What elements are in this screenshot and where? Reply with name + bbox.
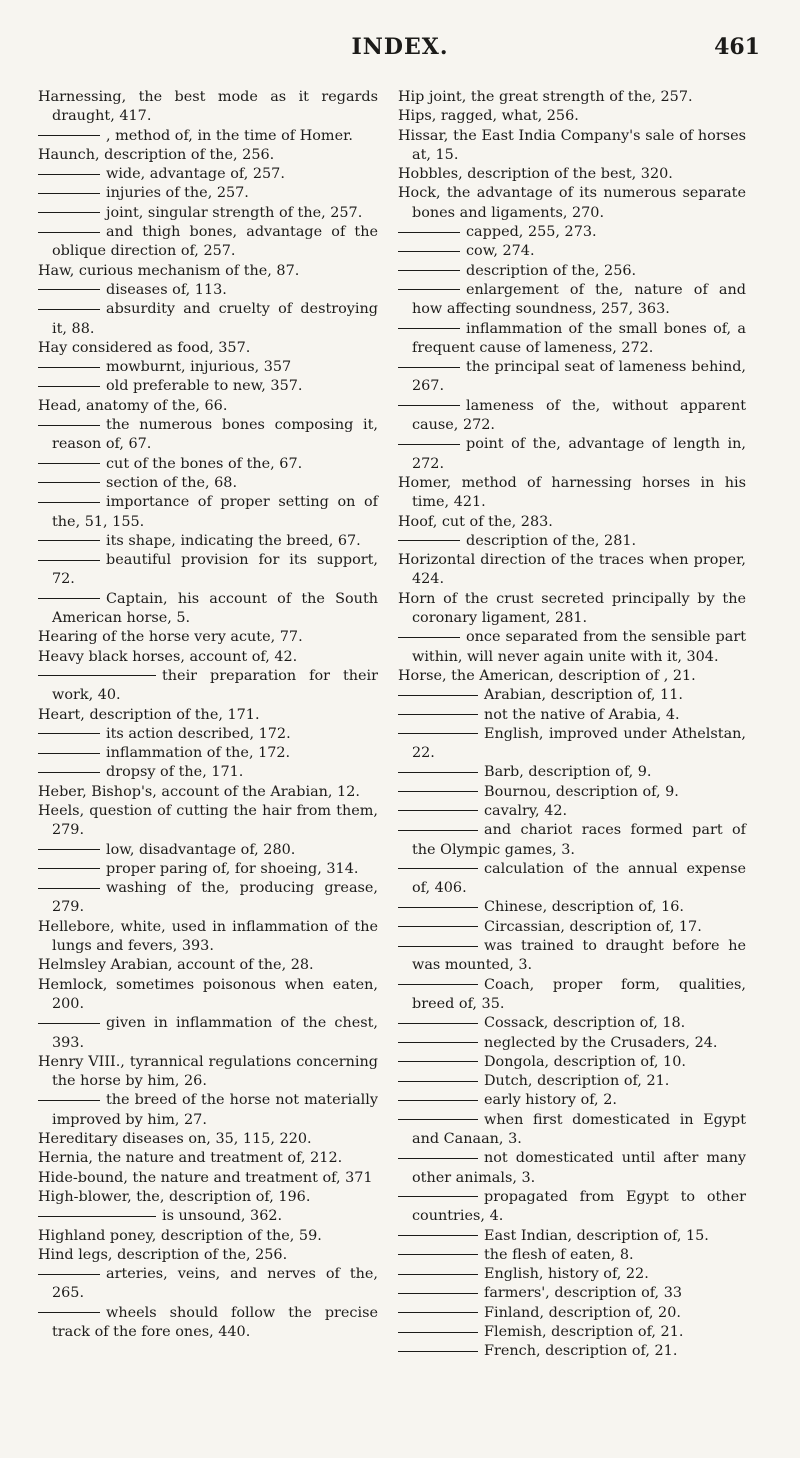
entry-text: Horn of the crust secreted principally by the coronary ligament, 281. (398, 590, 746, 627)
index-subentry (398, 1265, 746, 1284)
entry-text: the flesh of eaten, 8. (484, 1246, 634, 1263)
entry-text: injuries of the, 257. (106, 185, 249, 202)
ditto-rule (38, 733, 100, 734)
entry-text: arteries, veins, and nerves of the, 265. (52, 1266, 378, 1302)
ditto-rule (38, 849, 100, 850)
index-subentry (38, 165, 378, 184)
index-subentry (398, 1149, 746, 1188)
index-subentry (38, 1014, 378, 1053)
index-entry (38, 648, 378, 667)
entry-text: Chinese, description of, 16. (484, 899, 684, 916)
index-entry (38, 88, 378, 127)
index-subentry (398, 532, 746, 551)
entry-text: English, history of, 22. (484, 1266, 649, 1283)
entry-text: capped, 255, 273. (466, 224, 597, 241)
index-subentry (398, 1323, 746, 1342)
ditto-rule (398, 1042, 478, 1043)
ditto-rule (398, 946, 478, 947)
index-subentry (398, 1034, 746, 1053)
ditto-rule (398, 1293, 478, 1294)
entry-text: when first domesticated in Egypt and Canaan, 3. (412, 1111, 746, 1148)
index-entry (398, 165, 746, 184)
entry-text: diseases of, 113. (106, 281, 227, 298)
index-subentry (38, 184, 378, 203)
index-entry (38, 262, 378, 281)
index-subentry (398, 358, 746, 397)
ditto-rule (38, 193, 100, 194)
entry-text: calculation of the annual expense of, 406. (412, 860, 746, 897)
entry-text: Horse, the American, description of , 21. (398, 667, 696, 684)
index-subentry (38, 281, 378, 300)
index-subentry (398, 1227, 746, 1246)
entry-text: Hock, the advantage of its numerous separate bones and ligaments, 270. (398, 185, 746, 221)
entry-text: section of the, 68. (106, 474, 238, 491)
index-subentry (398, 860, 746, 899)
index-subentry (398, 223, 746, 242)
index-subentry (398, 1072, 746, 1091)
index-entry (38, 628, 378, 647)
index-subentry (38, 377, 378, 396)
index-subentry (398, 763, 746, 782)
ditto-rule (38, 463, 100, 464)
entry-text: its shape, indicating the breed, 67. (106, 532, 361, 549)
index-entry (398, 513, 746, 532)
index-entry (38, 1246, 378, 1265)
index-entry (38, 918, 378, 957)
index-subentry (398, 1246, 746, 1265)
index-subentry (398, 725, 746, 764)
index-subentry (398, 686, 746, 705)
index-subentry (38, 551, 378, 590)
ditto-rule (398, 1274, 478, 1275)
ditto-rule (398, 289, 460, 290)
entry-text: Hissar, the East India Company's sale of horses at, 15. (398, 127, 746, 163)
entry-text: the numerous bones composing it, reason of, 67. (52, 417, 378, 453)
entry-text: the breed of the horse not materially improved by him, 27. (52, 1092, 378, 1128)
ditto-rule (38, 772, 100, 773)
ditto-rule (38, 888, 100, 889)
entry-text: wide, advantage of, 257. (106, 166, 285, 183)
entry-text: and chariot races formed part of the Olympic games, 3. (412, 822, 746, 858)
entry-text: Helmsley Arabian, account of the, 28. (38, 957, 314, 974)
entry-text: Heels, question of cutting the hair from them, 279. (38, 802, 378, 839)
entry-text: Coach, proper form, qualities, breed of, 35. (412, 976, 746, 1012)
entry-text: propagated from Egypt to other countries, 4. (412, 1188, 746, 1225)
ditto-rule (398, 984, 478, 985)
left-index-column (38, 88, 378, 1342)
entry-text: beautiful provision for its support, 72. (52, 552, 378, 588)
ditto-rule (398, 1351, 478, 1352)
entry-text: Horizontal direction of the traces when proper, 424. (398, 552, 746, 588)
index-subentry (398, 821, 746, 860)
entry-text: Hips, ragged, what, 256. (398, 108, 579, 125)
right-index-column (398, 88, 746, 1362)
ditto-rule (398, 1081, 478, 1082)
entry-text: inflammation of the, 172. (106, 745, 291, 762)
entry-text: Dutch, description of, 21. (484, 1073, 670, 1090)
entry-text: the principal seat of lameness behind, 267. (412, 359, 746, 395)
index-subentry (38, 455, 378, 474)
index-entry (38, 397, 378, 416)
ditto-rule (398, 714, 478, 715)
entry-text: Hereditary diseases on, 35, 115, 220. (38, 1131, 312, 1148)
entry-text: Flemish, description of, 21. (484, 1324, 684, 1340)
entry-text: wheels should follow the precise track of the fore ones, 440. (52, 1304, 378, 1340)
ditto-rule (398, 1119, 478, 1120)
index-entry (38, 1227, 378, 1246)
index-subentry (398, 802, 746, 821)
index-subentry (398, 1342, 746, 1361)
ditto-rule (398, 1100, 478, 1101)
index-entry (398, 107, 746, 126)
index-subentry (398, 435, 746, 474)
ditto-rule (398, 810, 478, 811)
index-entry (398, 551, 746, 590)
entry-text: Captain, his account of the South American horse, 5. (52, 590, 378, 627)
entry-text: cavalry, 42. (484, 802, 568, 819)
index-subentry (398, 1091, 746, 1110)
entry-text: inflammation of the small bones of, a frequent cause of lameness, 272. (412, 320, 746, 356)
ditto-rule (398, 270, 460, 271)
ditto-rule (398, 1332, 478, 1333)
ditto-rule (398, 791, 478, 792)
index-entry (38, 976, 378, 1015)
index-subentry (38, 204, 378, 223)
entry-text: Hoof, cut of the, 283. (398, 513, 553, 530)
entry-text: description of the, 281. (466, 532, 637, 549)
entry-text: Hellebore, white, used in inflammation of the lungs and fevers, 393. (38, 918, 378, 955)
index-entry (398, 184, 746, 223)
index-entry (398, 590, 746, 629)
index-entry (38, 1169, 378, 1188)
entry-text: Hip joint, the great strength of the, 257. (398, 89, 693, 105)
ditto-rule (398, 251, 460, 252)
entry-text: proper paring of, for shoeing, 314. (106, 860, 359, 877)
entry-text: cut of the bones of the, 67. (106, 455, 303, 472)
index-subentry (38, 725, 378, 744)
index-subentry (398, 281, 746, 320)
ditto-rule (398, 695, 478, 696)
entry-text: is unsound, 362. (162, 1208, 283, 1225)
index-subentry (38, 532, 378, 551)
entry-text: enlargement of the, nature of and how affecting soundness, 257, 363. (412, 281, 746, 318)
index-subentry (38, 127, 378, 146)
entry-text: early history of, 2. (484, 1092, 617, 1109)
ditto-rule (398, 444, 460, 445)
entry-text: Head, anatomy of the, 66. (38, 397, 228, 414)
ditto-rule (38, 1100, 100, 1101)
ditto-rule (38, 212, 100, 213)
entry-text: Hind legs, description of the, 256. (38, 1246, 288, 1263)
entry-text: East Indian, description of, 15. (484, 1227, 709, 1244)
index-subentry (38, 1265, 378, 1304)
ditto-rule (38, 289, 100, 290)
entry-text: once separated from the sensible part within, will never again unite with it, 304. (412, 629, 746, 665)
entry-text: given in inflammation of the chest, 393. (52, 1015, 378, 1051)
index-entry (38, 1188, 378, 1207)
index-entry (38, 1053, 378, 1092)
page-number: 461 (714, 34, 760, 60)
ditto-rule (398, 830, 478, 831)
entry-text: Harnessing, the best mode as it regards draught, 417. (38, 89, 378, 125)
index-entry (398, 667, 746, 686)
ditto-rule (398, 1235, 478, 1236)
ditto-rule (398, 1196, 478, 1197)
index-entry (38, 802, 378, 841)
page-header (0, 24, 800, 64)
ditto-rule (398, 540, 460, 541)
index-subentry (398, 1304, 746, 1323)
entry-text: Heber, Bishop's, account of the Arabian, 12. (38, 783, 360, 800)
ditto-rule (398, 868, 478, 869)
index-subentry (398, 1014, 746, 1033)
entry-text: Finland, description of, 20. (484, 1304, 681, 1321)
entry-text: mowburnt, injurious, 357 (106, 359, 292, 376)
index-subentry (398, 320, 746, 359)
ditto-rule (38, 425, 100, 426)
entry-text: cow, 274. (466, 243, 535, 260)
ditto-rule (398, 1061, 478, 1062)
entry-text: old preferable to new, 357. (106, 378, 303, 395)
index-entry (398, 127, 746, 166)
index-entry (398, 474, 746, 513)
entry-text: low, disadvantage of, 280. (106, 841, 296, 858)
index-subentry (38, 744, 378, 763)
ditto-rule (38, 1312, 100, 1313)
ditto-rule (398, 772, 478, 773)
ditto-rule (38, 367, 100, 368)
index-entry (38, 1130, 378, 1149)
ditto-rule (398, 367, 460, 368)
entry-text: Bournou, description of, 9. (484, 783, 679, 800)
page-title: INDEX. (351, 34, 449, 60)
index-subentry (398, 628, 746, 667)
ditto-rule (38, 174, 100, 175)
ditto-rule (38, 482, 100, 483)
entry-text: Haunch, description of the, 256. (38, 146, 275, 163)
ditto-rule (38, 386, 100, 387)
entry-text: dropsy of the, 171. (106, 764, 244, 781)
ditto-rule (398, 1158, 478, 1159)
index-entry (38, 956, 378, 975)
index-subentry (38, 879, 378, 918)
index-subentry (398, 918, 746, 937)
index-subentry (398, 706, 746, 725)
entry-text: their preparation for their work, 40. (52, 667, 378, 704)
entry-text: Circassian, description of, 17. (484, 918, 702, 935)
ditto-rule (38, 1216, 156, 1217)
index-entry (38, 1149, 378, 1168)
ditto-rule (38, 232, 100, 233)
entry-text: Arabian, description of, 11. (484, 687, 683, 704)
entry-text: description of the, 256. (466, 262, 637, 279)
ditto-rule (38, 135, 100, 136)
entry-text: Heart, description of the, 171. (38, 706, 260, 723)
entry-text: farmers', description of, 33 (484, 1285, 683, 1302)
ditto-rule (398, 405, 460, 406)
entry-text: Hay considered as food, 357. (38, 339, 251, 356)
entry-text: absurdity and cruelty of destroying it, 88. (52, 301, 378, 337)
entry-text: French, description of, 21. (484, 1343, 678, 1360)
ditto-rule (38, 1274, 100, 1275)
entry-text: Haw, curious mechanism of the, 87. (38, 262, 300, 279)
index-subentry (38, 1207, 378, 1226)
index-subentry (398, 783, 746, 802)
ditto-rule (398, 232, 460, 233)
entry-text: not the native of Arabia, 4. (484, 706, 680, 723)
index-subentry (38, 1091, 378, 1130)
index-subentry (38, 763, 378, 782)
index-subentry (38, 667, 378, 706)
index-subentry (38, 493, 378, 532)
entry-text: Henry VIII., tyrannical regulations concerning the horse by him, 26. (38, 1053, 378, 1090)
index-subentry (398, 242, 746, 261)
entry-text: Dongola, description of, 10. (484, 1053, 686, 1070)
ditto-rule (38, 598, 100, 599)
index-subentry (398, 898, 746, 917)
entry-text: importance of proper setting on of the, 51, 155. (52, 494, 378, 530)
ditto-rule (398, 1312, 478, 1313)
index-subentry (38, 841, 378, 860)
entry-text: neglected by the Crusaders, 24. (484, 1034, 718, 1051)
index-subentry (398, 937, 746, 976)
entry-text: English, improved under Athelstan, 22. (412, 725, 746, 762)
index-subentry (38, 590, 378, 629)
ditto-rule (38, 502, 100, 503)
index-subentry (38, 300, 378, 339)
entry-text: not domesticated until after many other animals, 3. (412, 1150, 746, 1186)
entry-text: point of the, advantage of length in, 272. (412, 436, 746, 472)
entry-text: Highland poney, description of the, 59. (38, 1227, 322, 1244)
entry-text: High-blower, the, description of, 196. (38, 1188, 311, 1205)
index-entry (38, 783, 378, 802)
entry-text: lameness of the, without apparent cause, 272. (412, 397, 746, 434)
ditto-rule (398, 1023, 478, 1024)
entry-text: , method of, in the time of Homer. (106, 127, 353, 144)
ditto-rule (398, 907, 478, 908)
index-entry (398, 88, 746, 107)
ditto-rule (38, 540, 100, 541)
index-subentry (38, 416, 378, 455)
entry-text: Heavy black horses, account of, 42. (38, 648, 298, 665)
entry-text: Hemlock, sometimes poisonous when eaten, 200. (38, 976, 378, 1012)
ditto-rule (398, 637, 460, 638)
entry-text: and thigh bones, advantage of the oblique direction of, 257. (52, 224, 378, 260)
index-entry (38, 339, 378, 358)
index-entry (38, 146, 378, 165)
ditto-rule (398, 733, 478, 734)
entry-text: Cossack, description of, 18. (484, 1015, 686, 1032)
ditto-rule (398, 1254, 478, 1255)
entry-text: Barb, description of, 9. (484, 764, 652, 781)
entry-text: washing of the, producing grease, 279. (52, 880, 378, 916)
index-subentry (38, 223, 378, 262)
ditto-rule (38, 309, 100, 310)
index-subentry (38, 860, 378, 879)
ditto-rule (38, 753, 100, 754)
ditto-rule (398, 926, 478, 927)
ditto-rule (38, 560, 100, 561)
index-subentry (398, 1188, 746, 1227)
ditto-rule (38, 868, 100, 869)
index-subentry (398, 976, 746, 1015)
ditto-rule (38, 675, 156, 676)
entry-text: Homer, method of harnessing horses in his time, 421. (398, 474, 746, 511)
entry-text: Hide-bound, the nature and treatment of, 371 (38, 1169, 373, 1186)
entry-text: Hernia, the nature and treatment of, 212. (38, 1150, 343, 1167)
ditto-rule (398, 328, 460, 329)
index-subentry (38, 1304, 378, 1343)
index-subentry (38, 358, 378, 377)
index-subentry (398, 397, 746, 436)
index-subentry (398, 1053, 746, 1072)
ditto-rule (38, 1023, 100, 1024)
entry-text: its action described, 172. (106, 725, 291, 742)
entry-text: was trained to draught before he was mounted, 3. (412, 938, 746, 974)
entry-text: joint, singular strength of the, 257. (106, 204, 363, 221)
entry-text: Hearing of the horse very acute, 77. (38, 629, 303, 646)
index-subentry (398, 1111, 746, 1150)
entry-text: Hobbles, description of the best, 320. (398, 166, 673, 183)
index-subentry (398, 262, 746, 281)
index-subentry (398, 1284, 746, 1303)
index-entry (38, 706, 378, 725)
index-subentry (38, 474, 378, 493)
